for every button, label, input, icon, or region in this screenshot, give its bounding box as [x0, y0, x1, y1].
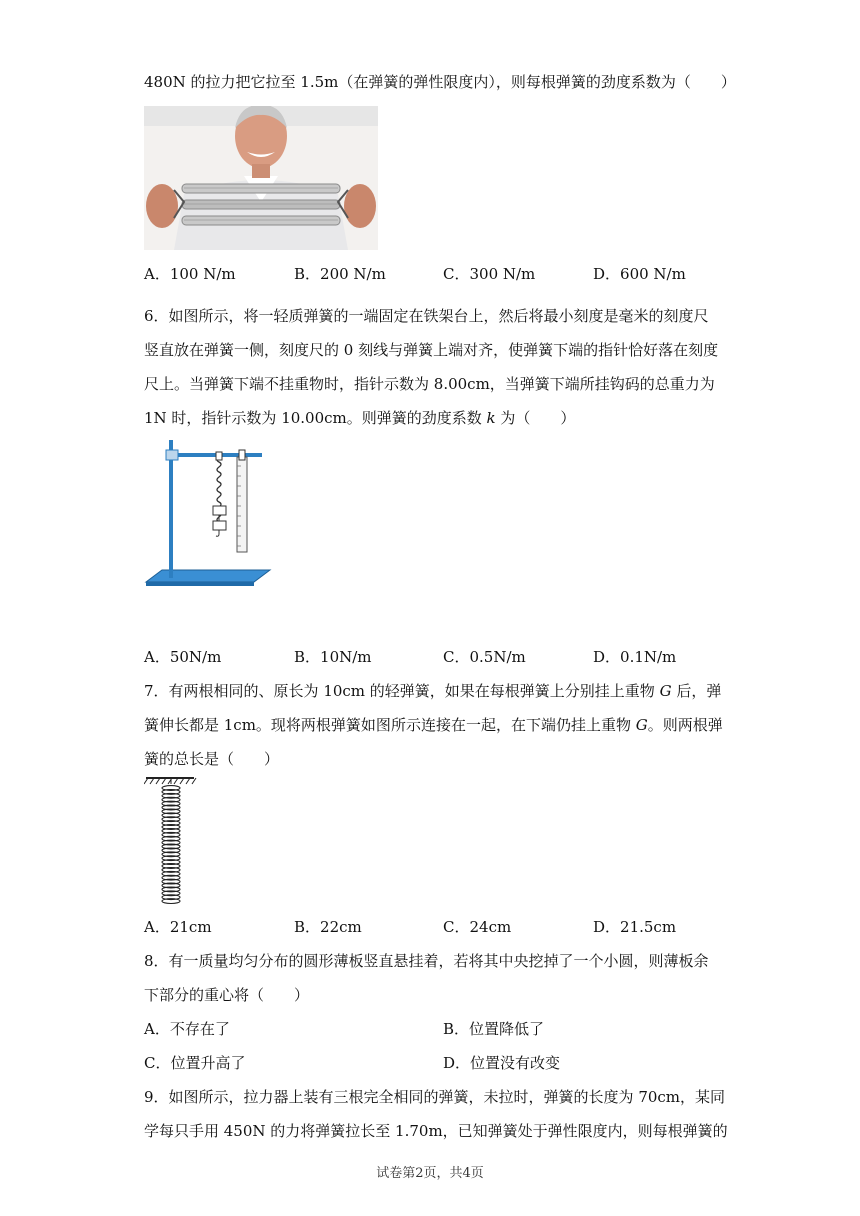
q7-option-a: A．21cm	[144, 918, 212, 936]
q6-line-4-tail: 为（ ）	[495, 409, 576, 427]
hanging-springs-figure	[144, 774, 198, 910]
q7-option-b: B．22cm	[294, 918, 362, 936]
q6-line-1: 6．如图所示，将一轻质弹簧的一端固定在铁架台上，然后将最小刻度是毫米的刻度尺	[144, 307, 709, 325]
q7-line-2-text: 簧伸长都是 1cm。现将两根弹簧如图所示连接在一起，在下端仍挂上重物	[144, 716, 636, 734]
q8-option-d: D．位置没有改变	[443, 1054, 561, 1072]
q7-g-symbol-2: G	[635, 716, 648, 734]
q7-line-1	[144, 681, 721, 701]
q6-option-c: C．0.5N/m	[443, 648, 526, 666]
chest-expander-photo	[144, 106, 378, 250]
q7-line-2	[144, 715, 723, 735]
q8-option-c: C．位置升高了	[144, 1054, 246, 1072]
q9-line-2: 学每只手用 450N 的力将弹簧拉长至 1.70m，已知弹簧处于弹性限度内，则每根弹簧的	[144, 1122, 728, 1140]
q7-g-symbol-1: G	[659, 682, 672, 700]
q6-line-4	[144, 408, 575, 428]
q5-option-d: D．600 N/m	[593, 265, 686, 283]
q6-option-b: B．10N/m	[294, 648, 372, 666]
q6-k-symbol: k	[486, 409, 496, 427]
q6-line-4-text: 1N 时，指针示数为 10.00cm。则弹簧的劲度系数	[144, 409, 487, 427]
page-footer: 试卷第2页，共4页	[376, 1166, 484, 1181]
spring-ruler-stand-figure	[144, 436, 274, 588]
q5-option-c: C．300 N/m	[443, 265, 536, 283]
q8-option-b: B．位置降低了	[443, 1020, 545, 1038]
q8-line-2: 下部分的重心将（ ）	[144, 986, 310, 1004]
q7-line-3: 簧的总长是（ ）	[144, 750, 280, 768]
q7-line-1-text: 7．有两根相同的、原长为 10cm 的轻弹簧，如果在每根弹簧上分别挂上重物	[144, 682, 660, 700]
q7-option-c: C．24cm	[443, 918, 512, 936]
q6-option-d: D．0.1N/m	[593, 648, 677, 666]
q6-line-3: 尺上。当弹簧下端不挂重物时，指针示数为 8.00cm，当弹簧下端所挂钩码的总重力为	[144, 375, 715, 393]
q7-line-2-tail: 。则两根弹	[647, 716, 723, 734]
q8-line-1: 8．有一质量均匀分布的圆形薄板竖直悬挂着，若将其中央挖掉了一个小圆，则薄板余	[144, 952, 709, 970]
q6-option-a: A．50N/m	[144, 648, 222, 666]
q7-line-1-tail: 后，弹	[671, 682, 722, 700]
q7-option-d: D．21.5cm	[593, 918, 677, 936]
q6-line-2: 竖直放在弹簧一侧，刻度尺的 0 刻线与弹簧上端对齐，使弹簧下端的指针恰好落在刻度	[144, 341, 719, 359]
q5-stem: 480N 的拉力把它拉至 1.5m（在弹簧的弹性限度内），则每根弹簧的劲度系数为（ ）	[144, 73, 736, 91]
q8-option-a: A．不存在了	[144, 1020, 230, 1038]
q5-option-a: A．100 N/m	[144, 265, 236, 283]
q9-line-1: 9．如图所示，拉力器上装有三根完全相同的弹簧，未拉时，弹簧的长度为 70cm，某同	[144, 1088, 726, 1106]
q5-option-b: B．200 N/m	[294, 265, 386, 283]
